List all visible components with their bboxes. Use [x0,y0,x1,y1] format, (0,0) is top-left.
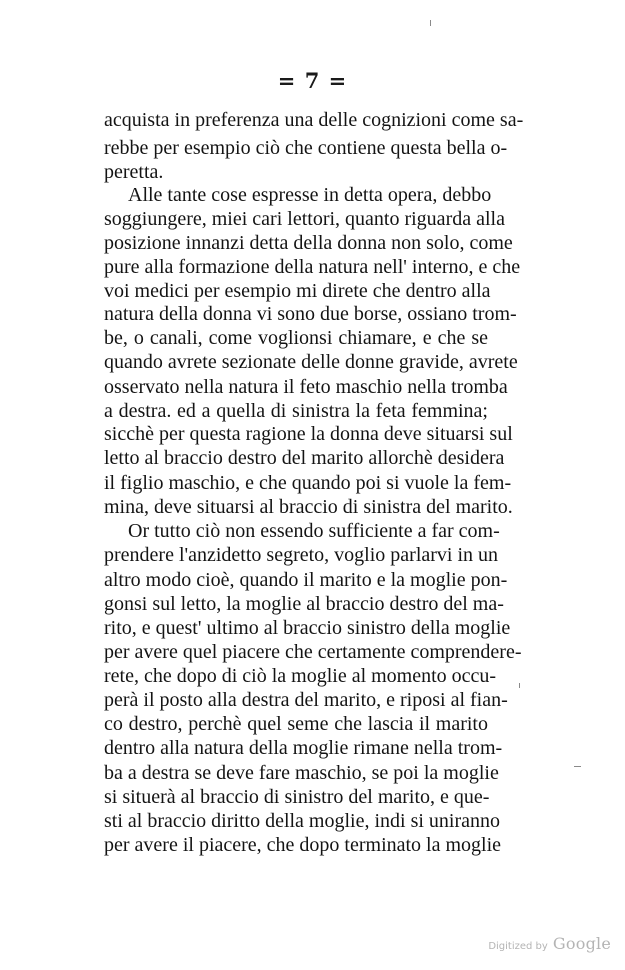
text-line: quando avrete sezionate delle donne gravide, avrete [104,351,518,373]
text-line: peretta. [104,161,164,183]
paragraph-start-line: Or tutto ciò non essendo sufficiente a far com- [128,520,500,542]
text-line: soggiungere, miei cari lettori, quanto riguarda alla [104,208,505,230]
text-line: voi medici per esempio mi direte che dentro alla [104,280,491,302]
text-line: mina, deve situarsi al braccio di sinistra del marito. [104,496,513,518]
text-line: be, o canali, come voglionsi chiamare, e che se [104,327,488,349]
watermark-prefix: Digitized by [488,941,548,952]
text-line: perà il posto alla destra del marito, e riposi al fian- [104,689,508,711]
text-line: altro modo cioè, quando il marito e la moglie pon- [104,569,508,591]
text-line: il figlio maschio, e che quando poi si vuole la fem- [104,472,512,494]
text-line: rete, che dopo di ciò la moglie al momento occu- [104,665,497,687]
text-line: a destra. ed a quella di sinistra la feta femmina; [104,400,488,422]
text-line: pure alla formazione della natura nell' interno, e che [104,256,521,278]
text-line: prendere l'anzidetto segreto, voglio parlarvi in un [104,544,499,566]
paper-speck [519,683,520,688]
watermark-brand: Google [552,934,611,953]
paper-speck [574,766,581,767]
text-line: posizione innanzi detta della donna non solo, come [104,232,513,254]
text-line: osservato nella natura il feto maschio nella tromba [104,376,508,398]
page-number: = 7 = [277,68,348,93]
paper-speck [430,20,431,26]
text-line: letto al braccio destro del marito allorchè desidera [104,447,505,469]
text-line: natura della donna vi sono due borse, ossiano trom- [104,303,517,325]
text-line: gonsi sul letto, la moglie al braccio destro del ma- [104,593,504,615]
text-line: si situerà al braccio di sinistro del marito, e que- [104,786,490,808]
text-line: sti al braccio diritto della moglie, indi si uniranno [104,810,501,832]
digitized-watermark [488,934,611,953]
text-line: co destro, perchè quel seme che lascia il marito [104,713,488,735]
text-line: sicchè per questa ragione la donna deve situarsi sul [104,423,513,445]
text-line: dentro alla natura della moglie rimane nella trom- [104,737,503,759]
text-line: acquista in preferenza una delle cognizioni come sa- [104,109,524,131]
text-line: per avere il piacere, che dopo terminato la moglie [104,834,502,856]
text-line: rito, e quest' ultimo al braccio sinistro della moglie [104,617,511,639]
text-line: per avere quel piacere che certamente comprendere- [104,641,522,663]
paragraph-start-line: Alle tante cose espresse in detta opera, debbo [128,184,492,206]
text-line: rebbe per esempio ciò che contiene questa bella o- [104,137,508,159]
text-line: ba a destra se deve fare maschio, se poi la moglie [104,762,499,784]
